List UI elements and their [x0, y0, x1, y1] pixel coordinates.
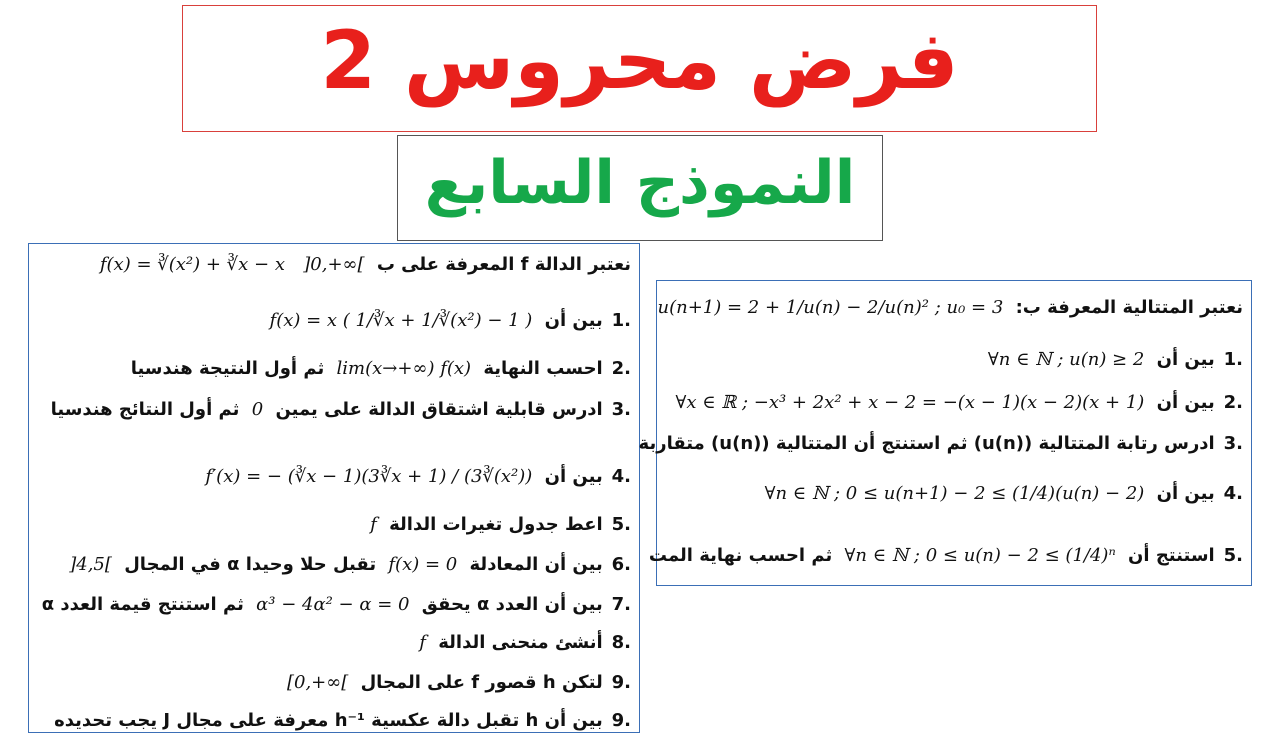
item-number: .2: [1223, 392, 1243, 413]
item-text: أنشئ منحنى الدالة: [438, 632, 603, 653]
item-number: .1: [1223, 349, 1243, 370]
item-math: 0: [251, 399, 264, 420]
item-number: .1: [611, 310, 631, 331]
item-text: اعط جدول تغيرات الدالة: [389, 514, 603, 535]
title-banner: [182, 5, 1097, 132]
item-text-2: ثم أول النتائج هندسيا: [50, 399, 240, 420]
item-text: بين أن h تقبل دالة عكسية h⁻¹ معرفة على مجال J يجب تحديده: [54, 710, 603, 731]
exercise-2-item: [663, 392, 1243, 413]
item-math: ∀n ∈ ℕ ; 0 ≤ u(n) − 2 ≤ (1/4)ⁿ: [844, 545, 1116, 566]
exercise-1-item: [35, 594, 631, 615]
item-number: .3: [611, 399, 631, 420]
item-text-2: تقبل حلا وحيدا α في المجال: [124, 554, 377, 575]
item-text: ادرس قابلية اشتقاق الدالة على يمين: [275, 399, 603, 420]
exercise-1-item: [35, 672, 631, 693]
exercise-1-item: [35, 632, 631, 653]
exercise-1-item: [35, 399, 631, 420]
item-math-2: ]4,5[: [69, 554, 112, 575]
item-number: .3: [1223, 433, 1243, 454]
item-math: [0,+∞[: [286, 672, 349, 693]
exercise-1-item: [35, 466, 631, 487]
item-number: .6: [611, 554, 631, 575]
exercise-2-item: [663, 349, 1243, 370]
item-math: f′(x) = − (∛x − 1)(3∛x + 1) / (3∛(x²)): [205, 466, 533, 487]
item-math: f(x) = 0: [388, 554, 458, 575]
item-text: بين أن: [1156, 349, 1215, 370]
item-number: .4: [611, 466, 631, 487]
item-number: .4: [1223, 483, 1243, 504]
intro-formula: u(n+1) = 2 + 1/u(n) − 2/u(n)² ; u₀ = 3: [657, 297, 1004, 318]
item-text: احسب النهاية: [483, 358, 603, 379]
item-text: بين أن: [544, 310, 603, 331]
page-subtitle: النموذج السابع: [424, 148, 856, 218]
intro-interval: ]0,+∞[: [303, 254, 365, 275]
item-math: f: [419, 632, 426, 653]
item-math: ∀n ∈ ℕ ; 0 ≤ u(n+1) − 2 ≤ (1/4)(u(n) − 2): [764, 483, 1145, 504]
intro-text: نعتبر الدالة f المعرفة على ب: [376, 254, 631, 275]
item-text: بين أن المعادلة: [469, 554, 603, 575]
exercise-2-intro: [657, 297, 1243, 318]
item-number: .7: [611, 594, 631, 615]
item-number: .8: [611, 632, 631, 653]
item-math: lim(x→+∞) f(x): [336, 358, 472, 379]
item-text: لتكن h قصور f على المجال: [360, 672, 603, 693]
exercise-1-panel: [28, 243, 640, 733]
item-text: ادرس رتابة المتتالية (u(n)) ثم استنتج أن المتتالية (u(n)) متقاربة: [638, 433, 1215, 454]
item-text: بين أن: [544, 466, 603, 487]
item-number: .9: [611, 710, 631, 731]
item-number: .2: [611, 358, 631, 379]
item-number: .5: [611, 514, 631, 535]
item-math: ∀n ∈ ℕ ; u(n) ≥ 2: [987, 349, 1145, 370]
item-math: ∀x ∈ ℝ ; −x³ + 2x² + x − 2 = −(x − 1)(x − 2)(x + 1): [675, 392, 1145, 413]
intro-formula: f(x) = ∛(x²) + ∛x − x: [99, 254, 285, 275]
exercise-2-panel: [638, 280, 1252, 586]
exercise-2-item: [648, 545, 1243, 566]
item-text: استنتج أن: [1128, 545, 1215, 566]
item-text: بين أن: [1156, 392, 1215, 413]
item-math: f: [370, 514, 377, 535]
item-text: بين أن العدد α يحقق: [421, 594, 603, 615]
item-number: .5: [1223, 545, 1243, 566]
exercise-1-item: [35, 310, 631, 331]
exercise-1-item: [35, 710, 631, 731]
exercise-1-item: [35, 514, 631, 535]
exercise-1-intro: [35, 254, 631, 275]
item-text: بين أن: [1156, 483, 1215, 504]
exercise-2-item: [663, 483, 1243, 504]
exercise-1-item: [35, 554, 631, 575]
page-title: فرض محروس 2: [320, 14, 959, 107]
item-text-2: ثم استنتج قيمة العدد α: [41, 594, 244, 615]
subtitle-banner: [397, 135, 883, 241]
item-number: .9: [611, 672, 631, 693]
exercise-2-item: [638, 433, 1243, 454]
item-math: α³ − 4α² − α = 0: [256, 594, 410, 615]
item-math: f(x) = x ( 1/∛x + 1/∛(x²) − 1 ): [269, 310, 533, 331]
exercise-1-item: [35, 358, 631, 379]
item-text-2: ثم أول النتيجة هندسيا: [130, 358, 325, 379]
item-text-2: ثم احسب نهاية المت: [648, 545, 833, 566]
intro-text: نعتبر المتتالية المعرفة ب:: [1015, 297, 1243, 318]
